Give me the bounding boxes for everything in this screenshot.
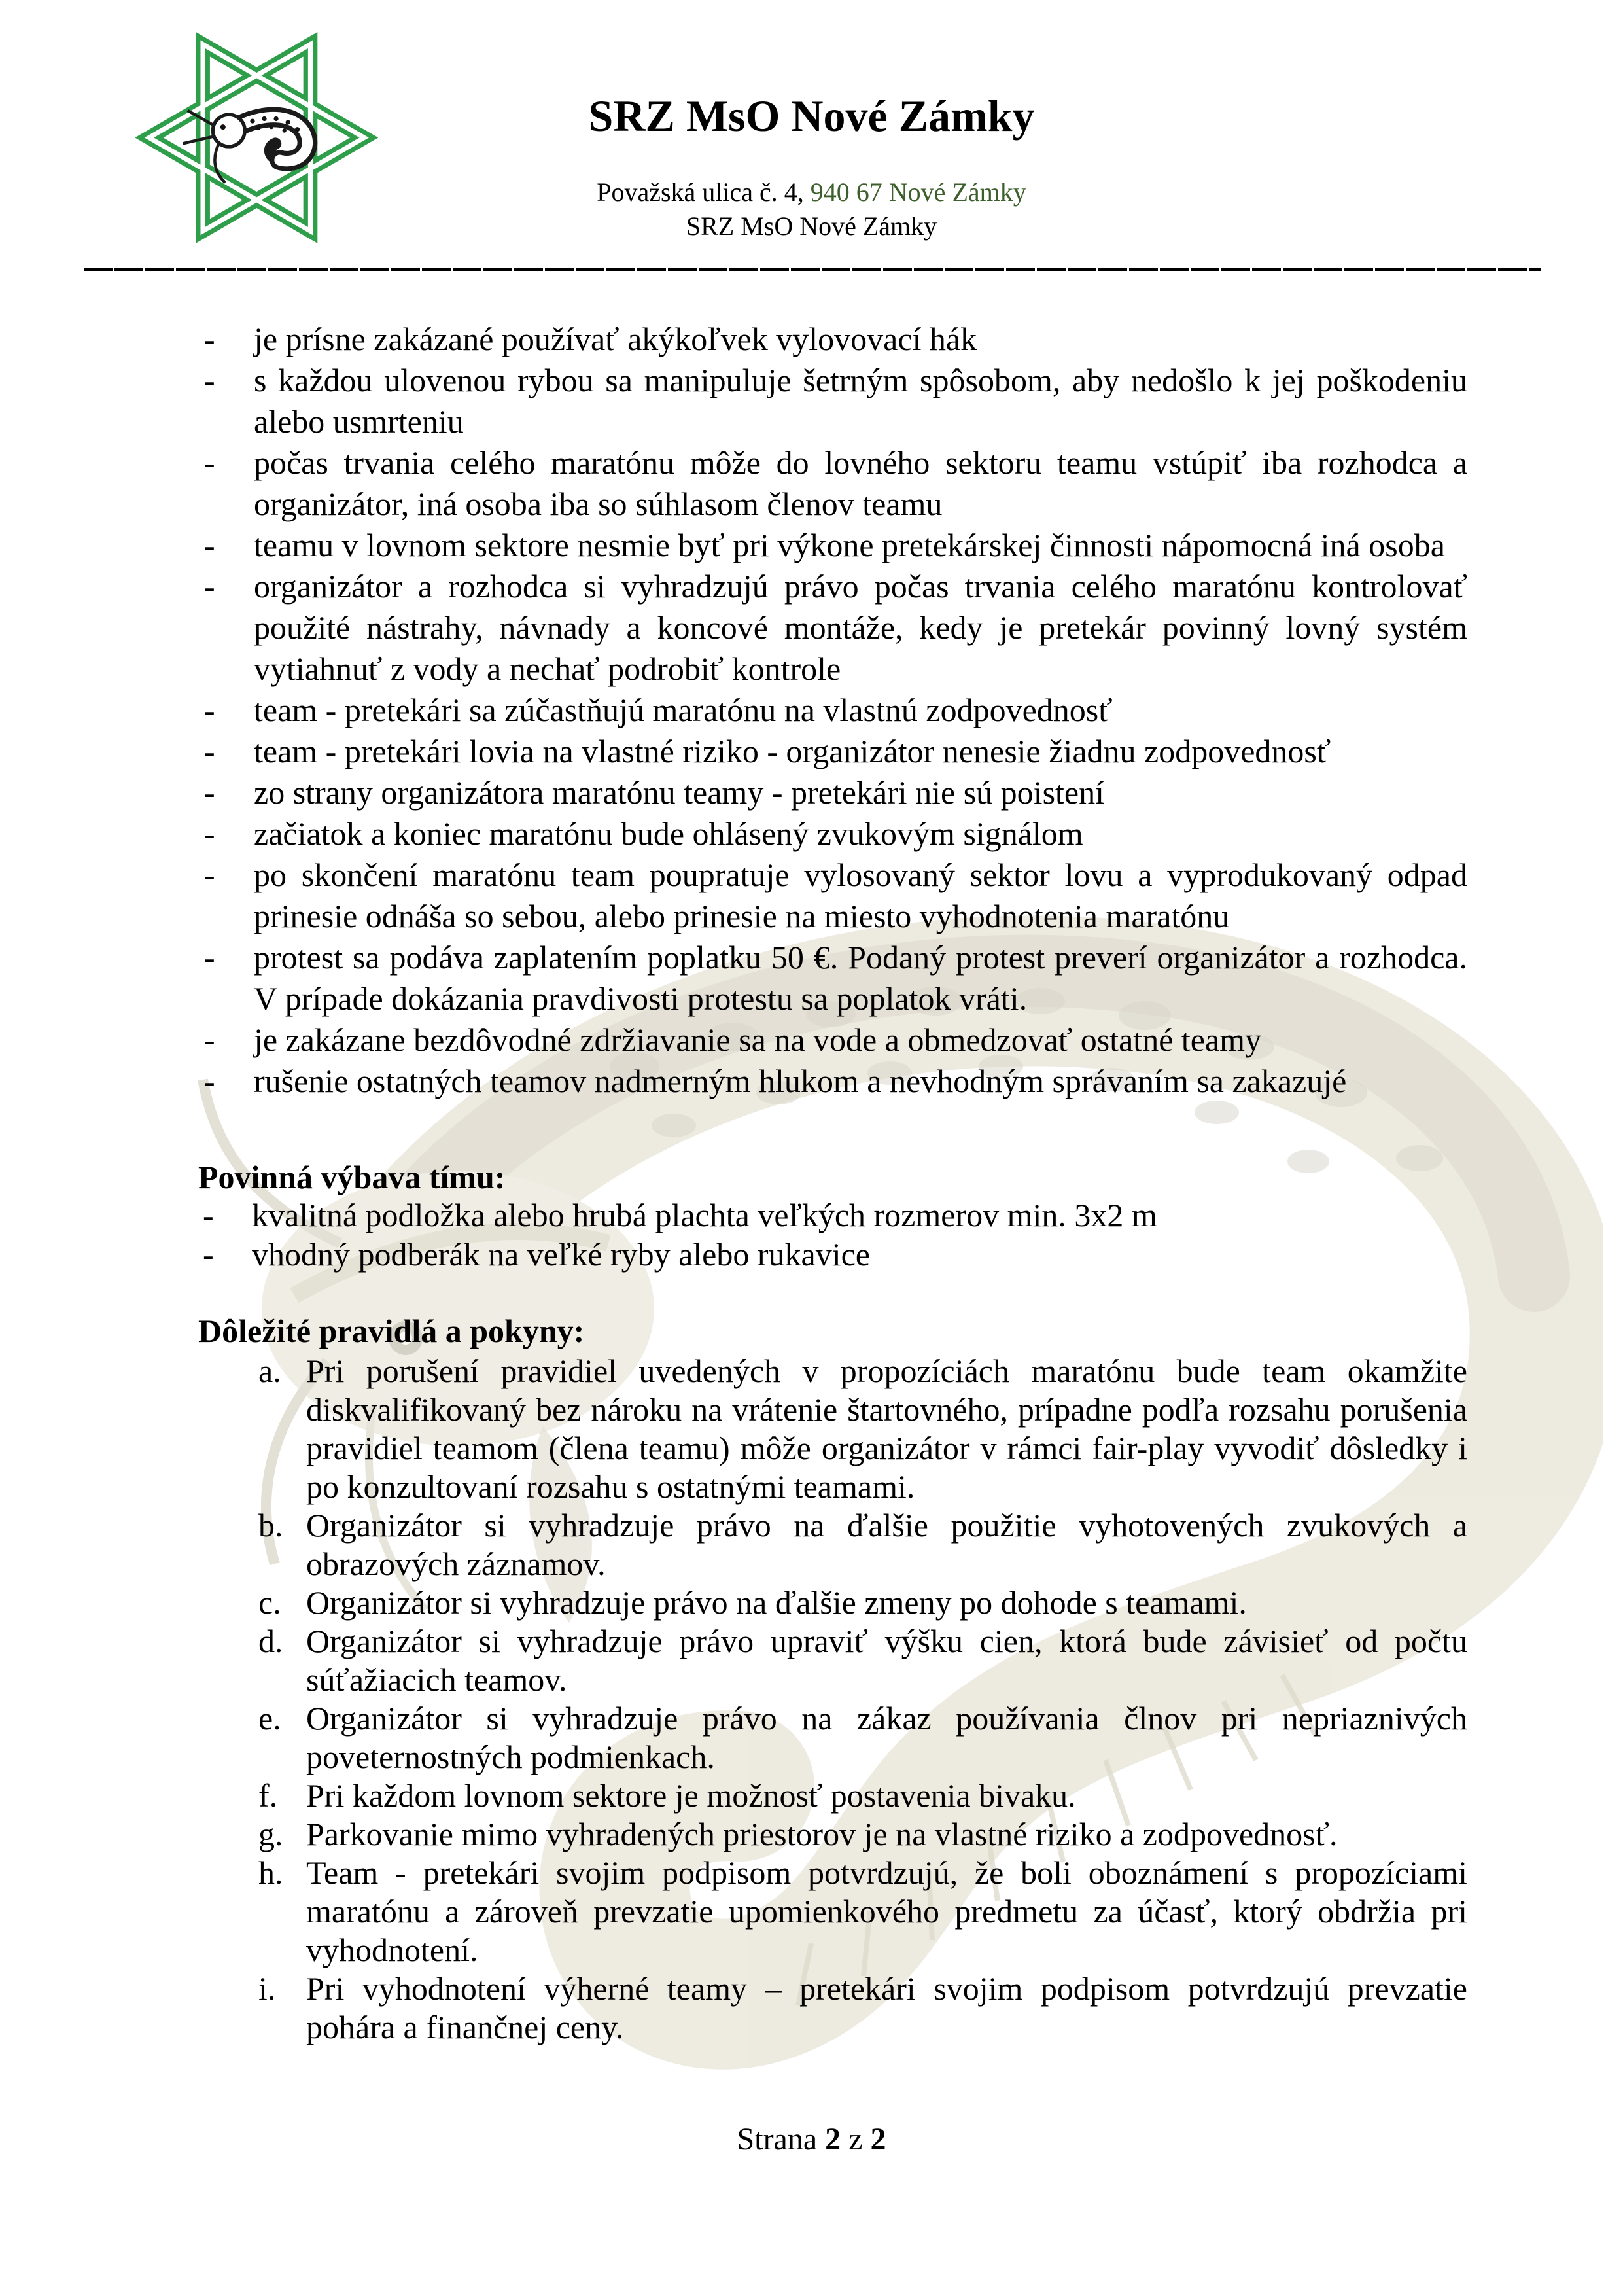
page-number-label: Strana [737, 2122, 818, 2157]
instruction-item: Parkovanie mimo vyhradených priestorov je na vlastné riziko a zodpovednosť. [306, 1816, 1338, 1852]
page-number-current: 2 [825, 2122, 841, 2157]
equipment-heading: Povinná výbava tímu: [198, 1159, 506, 1195]
rule-item: - je zakázane bezdôvodné zdržiavanie sa na vode a obmedzovať ostatné teamy [198, 1019, 1467, 1061]
rule-item: - po skončení maratónu team poupratuje vylosovaný sektor lovu a vyprodukovaný odpad prinesie odnáša so sebou, alebo prinesie na miesto vyhodnotenia maratónu [198, 855, 1467, 937]
address-line [0, 176, 1623, 209]
instruction-item: Team - pretekári svojim podpisom potvrdzujú, že boli oboznámení s propozíciami maratónu a zároveň prevzatie upomienkového predmetu za účasť, ktorý obdržia pri vyhodnotení. [306, 1854, 1467, 1968]
rule-item: - zo strany organizátora maratónu teamy - pretekári nie sú poistení [198, 772, 1467, 813]
equipment-item: - vhodný podberák na veľké ryby alebo rukavice [198, 1235, 1467, 1274]
rules-list [198, 319, 1467, 1102]
rule-item: - začiatok a koniec maratónu bude ohlásený zvukovým signálom [198, 813, 1467, 855]
equipment-item: - kvalitná podložka alebo hrubá plachta veľkých rozmerov min. 3x2 m [198, 1195, 1467, 1235]
header-divider [84, 268, 1541, 271]
instruction-item: Pri porušení pravidiel uvedených v propozíciách maratónu bude team okamžite diskvalifikovaný bez nároku na vrátenie štartovného, prípadne podľa rozsahu porušenia pravidiel teamom (člena teamu) môže organizátor v rámci fair-play vyvodiť dôsledky i po konzultovaní rozsahu s ostatnými teamami. [306, 1352, 1467, 1505]
page-number-total: 2 [870, 2122, 886, 2157]
instructions-heading: Dôležité pravidlá a pokyny: [198, 1313, 585, 1349]
rule-item: - s každou ulovenou rybou sa manipuluje šetrným spôsobom, aby nedošlo k jej poškodeniu alebo usmrteniu [198, 360, 1467, 442]
rule-item: - počas trvania celého maratónu môže do lovného sektoru teamu vstúpiť iba rozhodca a organizátor, iná osoba iba so súhlasom členov teamu [198, 442, 1467, 525]
instruction-item: Organizátor si vyhradzuje právo upraviť výšku cien, ktorá bude závisieť od počtu súťažiacich teamov. [306, 1623, 1467, 1698]
address-subtitle: SRZ MsO Nové Zámky [686, 211, 937, 241]
address-city: 940 67 Nové Zámky [810, 177, 1026, 207]
instruction-item: Pri vyhodnotení výherné teamy – pretekári svojim podpisom potvrdzujú prevzatie pohára a finančnej ceny. [306, 1970, 1467, 2045]
page-title: SRZ MsO Nové Zámky [588, 91, 1035, 141]
page-number [0, 2122, 1623, 2157]
page-number-of: z [848, 2122, 863, 2157]
rule-item: - team - pretekári sa zúčastňujú maratónu na vlastnú zodpovednosť [198, 690, 1467, 731]
instruction-item: Pri každom lovnom sektore je možnosť postavenia bivaku. [306, 1777, 1076, 1814]
rule-item: - team - pretekári lovia na vlastné riziko - organizátor nenesie žiadnu zodpovednosť [198, 731, 1467, 772]
rule-item: - teamu v lovnom sektore nesmie byť pri výkone pretekárskej činnosti nápomocná iná osoba [198, 525, 1467, 566]
instruction-item: Organizátor si vyhradzuje právo na ďalšie zmeny po dohode s teamami. [306, 1584, 1247, 1621]
rule-item: - organizátor a rozhodca si vyhradzujú právo počas trvania celého maratónu kontrolovať použité nástrahy, návnady a koncové montáže, kedy je pretekár povinný lovný systém vytiahnuť z vody a nechať podrobiť kontrole [198, 566, 1467, 690]
instructions-list [198, 1352, 1467, 2047]
rule-item: - protest sa podáva zaplatením poplatku 50 €. Podaný protest preverí organizátor a rozhodca. V prípade dokázania pravdivosti protestu sa poplatok vráti. [198, 937, 1467, 1019]
instruction-item: Organizátor si vyhradzuje právo na ďalšie použitie vyhotovených zvukových a obrazových záznamov. [306, 1507, 1467, 1582]
instruction-item: Organizátor si vyhradzuje právo na zákaz používania člnov pri nepriaznivých poveternostných podmienkach. [306, 1700, 1467, 1775]
equipment-list [198, 1195, 1467, 1274]
rule-item: - je prísne zakázané používať akýkoľvek vylovovací hák [198, 319, 1467, 360]
address-street: Považská ulica č. 4, [597, 177, 811, 207]
rule-item: - rušenie ostatných teamov nadmerným hlukom a nevhodným správaním sa zakazujé [198, 1061, 1467, 1102]
